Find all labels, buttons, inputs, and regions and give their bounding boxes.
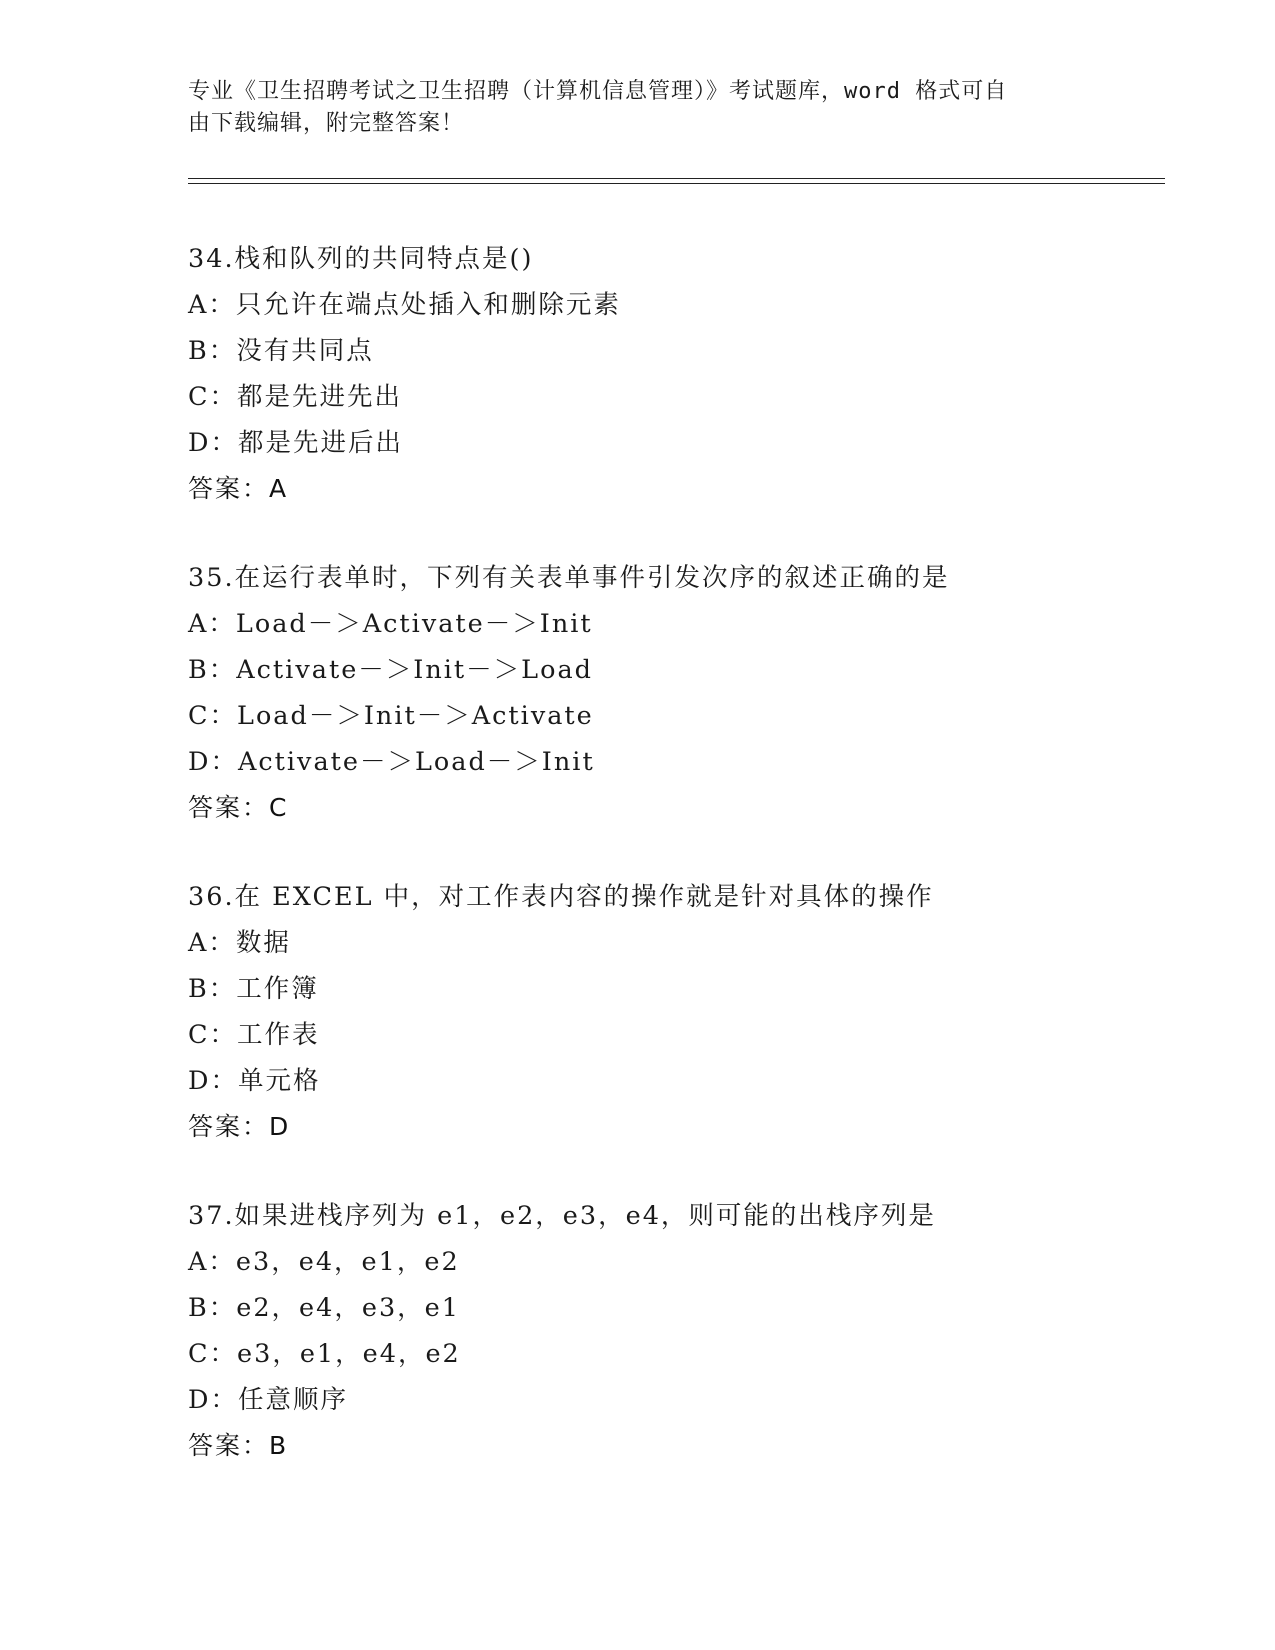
- question-37: [188, 1193, 1168, 1469]
- option-a: A：e3，e4，e1，e2: [188, 1247, 460, 1277]
- answer-line: 答案：B: [188, 1431, 289, 1460]
- option-b: B：Activate－＞Init－＞Load: [188, 655, 593, 685]
- option-c: C：都是先进先出: [188, 382, 403, 412]
- option-b: B：工作簿: [188, 974, 319, 1004]
- option-a: A：Load－＞Activate－＞Init: [188, 609, 593, 639]
- option-d: D：Activate－＞Load－＞Init: [188, 747, 595, 777]
- option-c: C：工作表: [188, 1020, 320, 1050]
- question-stem: 34.栈和队列的共同特点是(): [188, 244, 534, 274]
- option-b: B：没有共同点: [188, 336, 374, 366]
- header-divider-top: [188, 178, 1165, 179]
- question-stem: 36.在 EXCEL 中，对工作表内容的操作就是针对具体的操作: [188, 882, 934, 912]
- option-d: D：任意顺序: [188, 1385, 348, 1415]
- header-line-2: 由下载编辑，附完整答案！: [188, 111, 465, 136]
- option-c: C：Load－＞Init－＞Activate: [188, 701, 594, 731]
- document-header: [188, 76, 1088, 140]
- option-d: D：都是先进后出: [188, 428, 403, 458]
- option-d: D：单元格: [188, 1066, 321, 1096]
- question-35: [188, 555, 1168, 831]
- answer-line: 答案：D: [188, 1112, 291, 1141]
- question-stem: 37.如果进栈序列为 e1，e2，e3，e4，则可能的出栈序列是: [188, 1201, 936, 1231]
- question-list: [188, 236, 1168, 1512]
- answer-line: 答案：C: [188, 793, 289, 822]
- option-c: C：e3，e1，e4，e2: [188, 1339, 461, 1369]
- option-a: A：只允许在端点处插入和删除元素: [188, 290, 621, 320]
- answer-line: 答案：A: [188, 474, 289, 503]
- header-line-1: 专业《卫生招聘考试之卫生招聘（计算机信息管理）》考试题库，word 格式可自: [188, 79, 1008, 104]
- header-divider-bottom: [188, 183, 1165, 184]
- option-b: B：e2，e4，e3，e1: [188, 1293, 460, 1323]
- option-a: A：数据: [188, 928, 291, 958]
- question-34: [188, 236, 1168, 512]
- question-36: [188, 874, 1168, 1150]
- question-stem: 35.在运行表单时，下列有关表单事件引发次序的叙述正确的是: [188, 563, 950, 593]
